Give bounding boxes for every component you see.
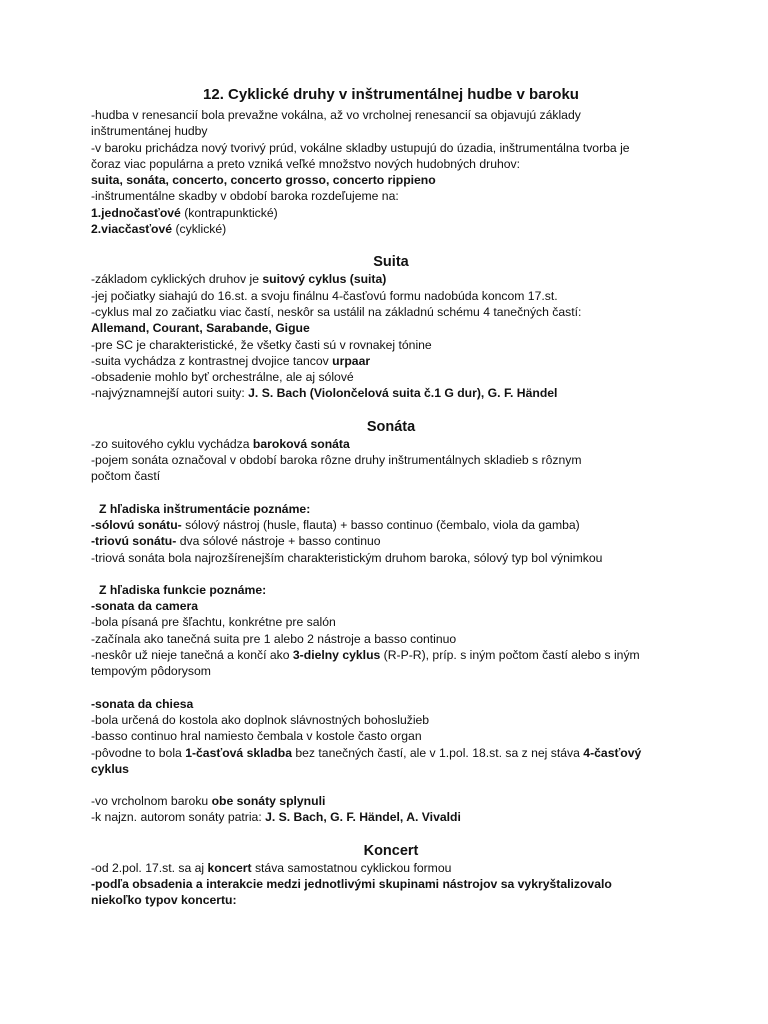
sonata-line: cyklus (91, 761, 129, 776)
type-two-note: (cyklické) (172, 222, 227, 237)
sonata-line: -sonata da chiesa (91, 696, 194, 711)
koncert-line: niekoľko typov koncertu: (91, 893, 237, 908)
sonata-line: -bola určená do kostola ako doplnok slávnostných bohoslužieb (91, 712, 430, 727)
intro-line: inštrumentánej hudby (91, 124, 208, 139)
intro-line: -hudba v renesancií bola prevažne vokálna, až vo vrcholnej renesancií sa objavujú základy (91, 108, 581, 122)
suita-line: -cyklus mal zo začiatku viac častí, neskôr sa ustálil na základnú schému 4 tanečných častí: (91, 304, 582, 319)
sonata-line: -basso continuo hral namiesto čembala v kostole často organ (91, 729, 422, 744)
sonata-line: -sólovú sonátu- sólový nástroj (husle, flauta) + basso continuo (čembalo, viola da gamba) (91, 517, 580, 532)
intro-line: -inštrumentálne skadby v období baroka rozdeľujeme na: (91, 189, 399, 204)
page-title: 12. Cyklické druhy v inštrumentálnej hudbe v baroku (203, 86, 579, 103)
intro-line (91, 205, 691, 221)
suita-line: -základom cyklických druhov je suitový cyklus (suita) (91, 272, 387, 287)
type-two: 2.viacčasťové (91, 222, 173, 237)
sonata-line: -triovú sonátu- dva sólové nástroje + basso continuo (91, 534, 381, 549)
intro-line (91, 221, 691, 237)
section-heading-koncert: Koncert (363, 842, 419, 859)
suita-line: -jej počiatky siahajú do 16.st. a svoju finálnu 4-časťovú formu nadobúda koncom 17.st. (91, 288, 558, 303)
sonata-subheading: Z hľadiska funkcie poznáme: (99, 582, 267, 597)
suita-line: -najvýznamnejší autori suity: J. S. Bach (Violončelová suita č.1 G dur), G. F. Händel (91, 386, 558, 401)
sonata-line: -bola písaná pre šľachtu, konkrétne pre salón (91, 615, 336, 630)
sonata-line: -pôvodne to bola 1-časťová skladba bez tanečných častí, ale v 1.pol. 18.st. sa z nej stáva 4-časťový (91, 745, 642, 760)
intro-line (91, 172, 691, 188)
sonata-line: -triová sonáta bola najrozšírenejším charakteristickým druhom baroka, sólový typ bol výnimkou (91, 550, 603, 565)
sonata-line: -pojem sonáta označoval v období baroka rôzne druhy inštrumentálnych skladieb s rôznym (91, 453, 582, 468)
intro-line: -v baroku prichádza nový tvorivý prúd, vokálne skladby ustupujú do úzadia, inštrumentálna tvorba je (91, 140, 630, 155)
type-one: 1.jednočasťové (91, 205, 181, 220)
suita-line: Allemand, Courant, Sarabande, Gigue (91, 321, 310, 336)
type-one-note: (kontrapunktické) (180, 205, 278, 220)
suita-line: -pre SC je charakteristické, že všetky časti sú v rovnakej tónine (91, 337, 432, 352)
sonata-subheading: Z hľadiska inštrumentácie poznáme: (99, 501, 311, 516)
sonata-line: -k najzn. autorom sonáty patria: J. S. Bach, G. F. Händel, A. Vivaldi (91, 810, 461, 825)
sonata-line: tempovým pôdorysom (91, 664, 211, 679)
section-heading-sonata: Sonáta (366, 418, 416, 435)
intro-line: čoraz viac populárna a preto vzniká veľké množstvo nových hudobných druhov: (91, 156, 521, 171)
document-page (91, 86, 691, 909)
koncert-line: -od 2.pol. 17.st. sa aj koncert stáva samostatnou cyklickou formou (91, 860, 452, 875)
sonata-line: -zo suitového cyklu vychádza baroková sonáta (91, 436, 350, 451)
sonata-line: počtom častí (91, 469, 161, 484)
koncert-line: -podľa obsadenia a interakcie medzi jednotlivými skupinami nástrojov sa vykryštalizovalo (91, 876, 612, 891)
sonata-line: -neskôr už nieje tanečná a končí ako 3-dielny cyklus (R-P-R), príp. s iným počtom častí alebo s iným (91, 648, 640, 663)
section-heading-suita: Suita (373, 254, 409, 271)
sonata-line: -vo vrcholnom baroku obe sonáty splynuli (91, 794, 326, 809)
sonata-line: -začínala ako tanečná suita pre 1 alebo 2 nástroje a basso continuo (91, 631, 457, 646)
suita-line: -suita vychádza z kontrastnej dvojice tancov urpaar (91, 353, 371, 368)
genre-list: suita, sonáta, concerto, concerto grosso, concerto rippieno (91, 173, 436, 188)
sonata-line: -sonata da camera (91, 599, 199, 614)
suita-line: -obsadenie mohlo byť orchestrálne, ale aj sólové (91, 370, 354, 385)
